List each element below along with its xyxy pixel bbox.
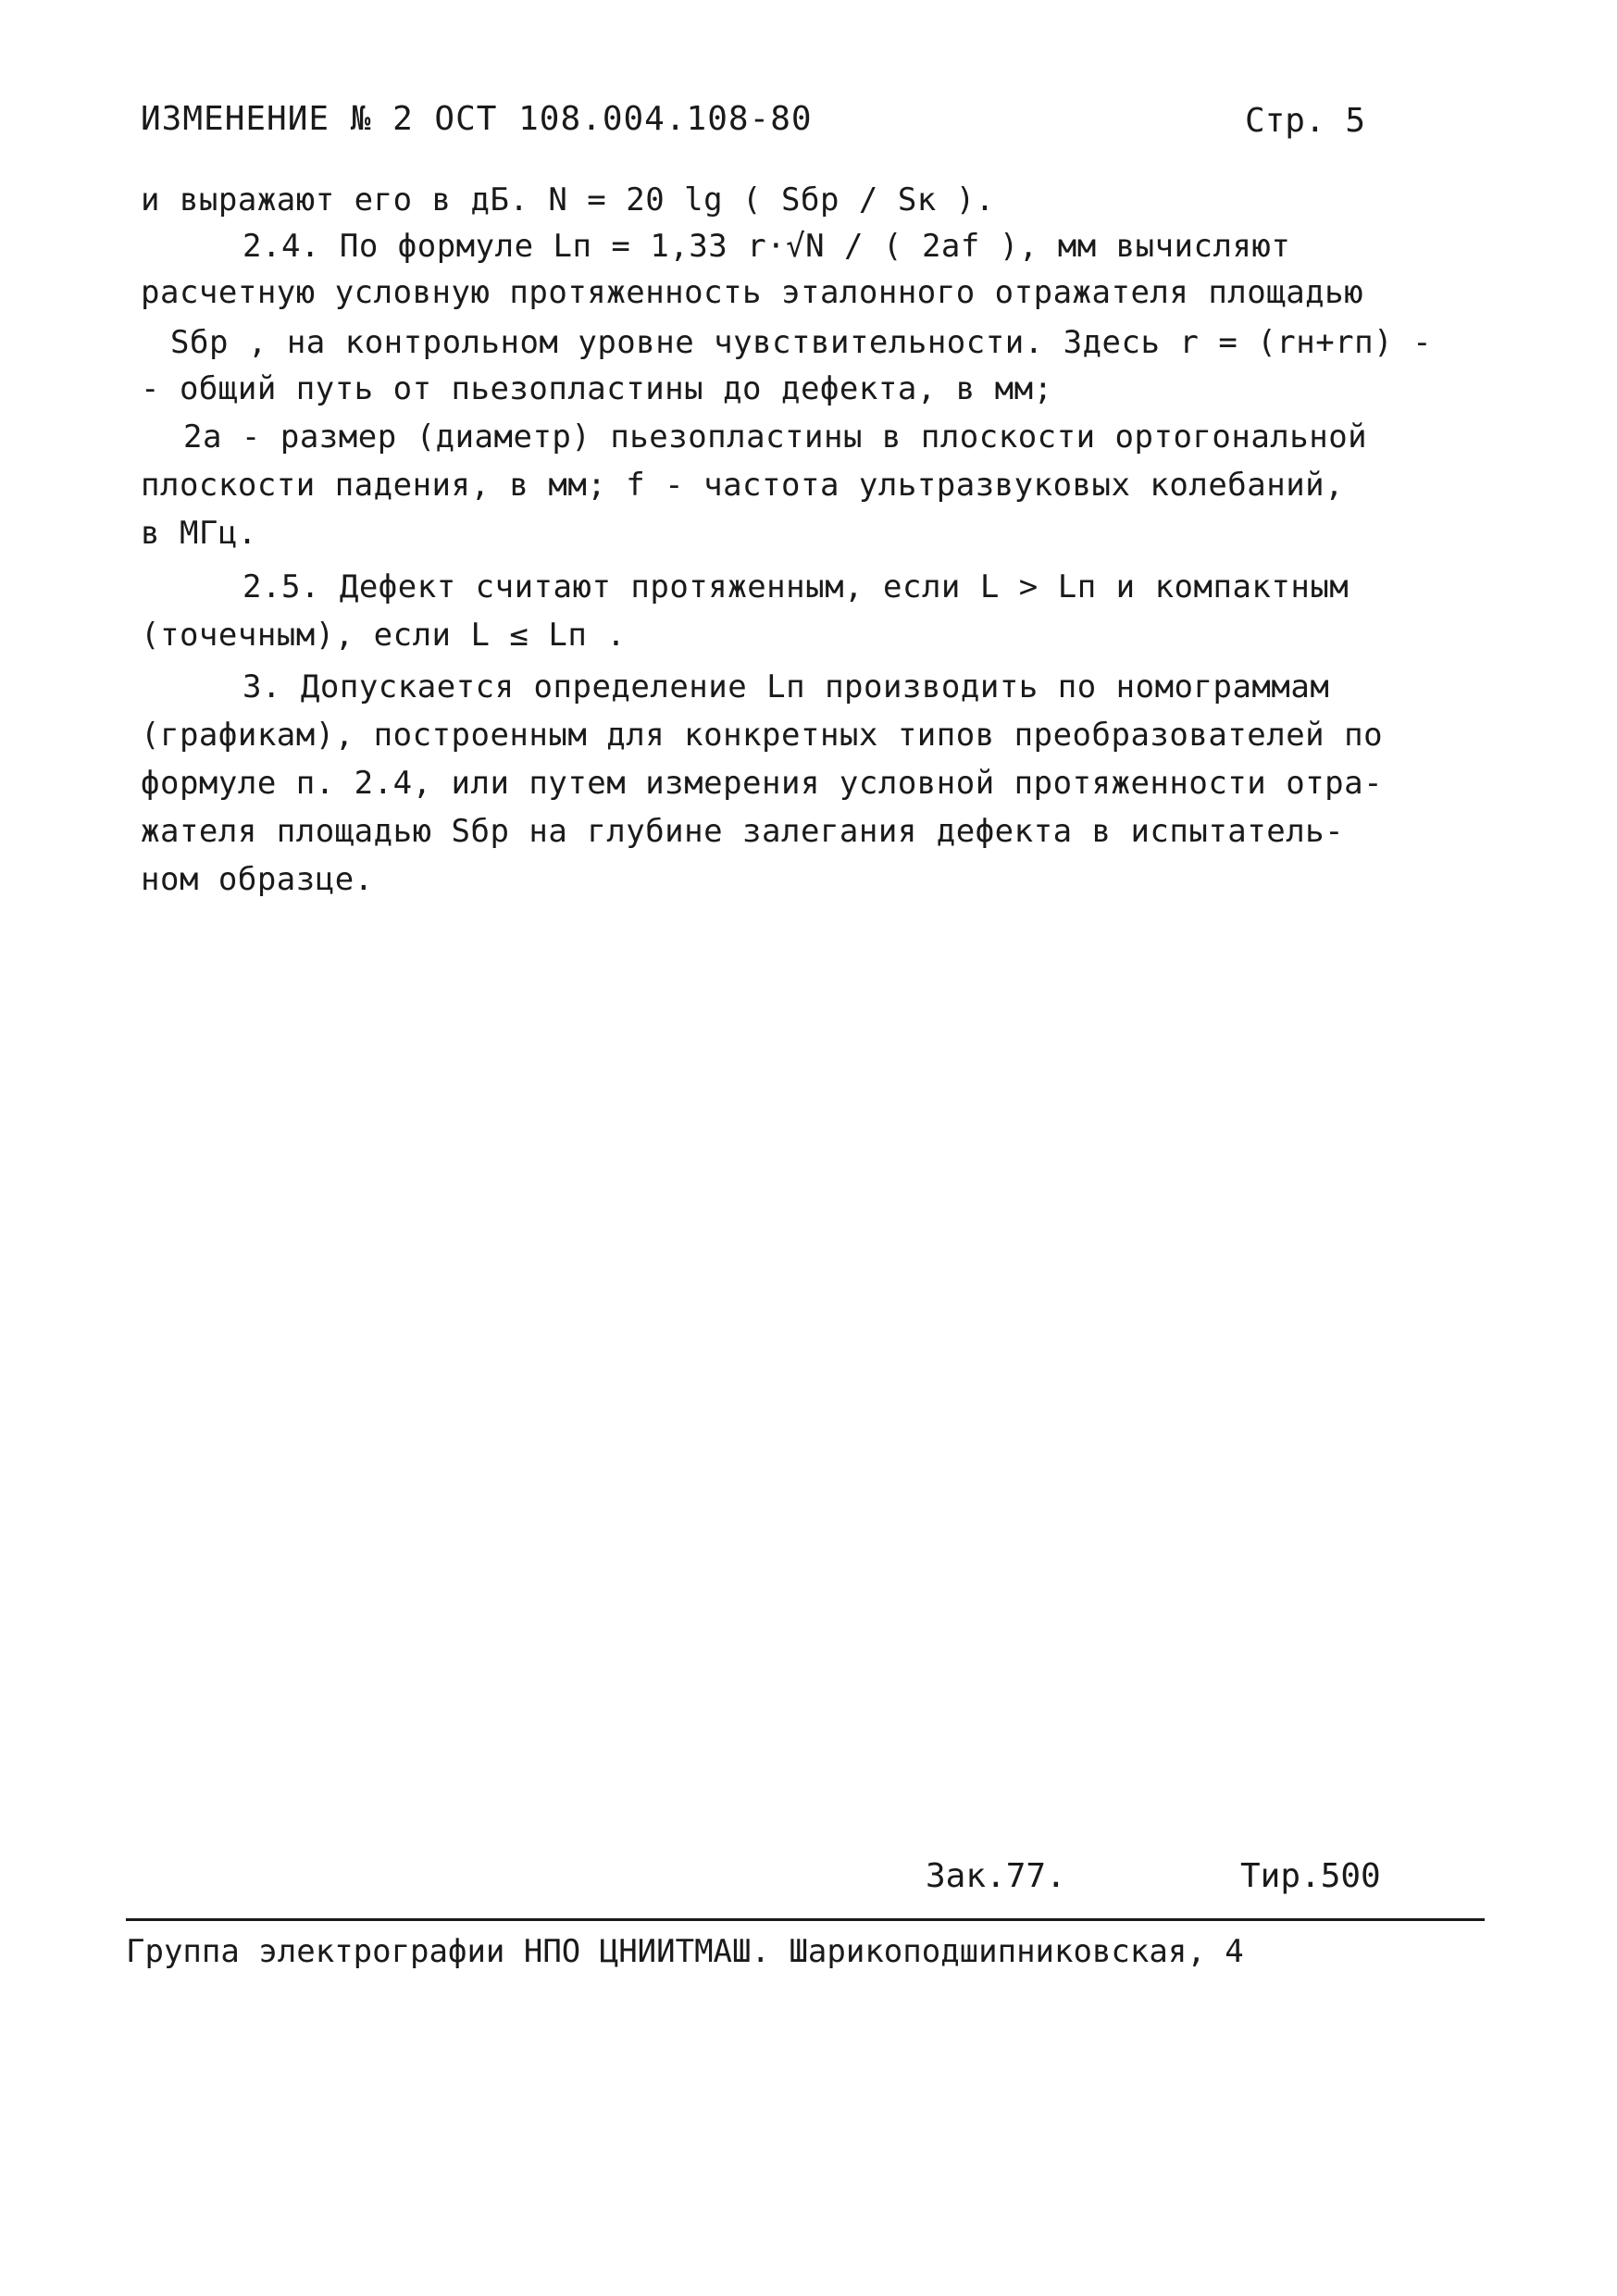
text-line-3: расчетную условную протяженность эталонного отражателя площадью — [141, 274, 1364, 311]
text-line-13: формуле п. 2.4, или путем измерения условной протяженности отра- — [141, 765, 1384, 802]
text-line-14: жателя площадью Sбр на глубине залегания дефекта в испытатель- — [141, 813, 1345, 850]
text-line-5: - общий путь от пьезопластины до дефекта, в мм; — [141, 370, 1053, 407]
text-line-15: ном образце. — [141, 861, 374, 898]
text-line-1: и выражают его в дБ. N = 20 lg ( Sбр / Sк ). — [141, 181, 995, 218]
document-header-title: ИЗМЕНЕНИЕ № 2 ОСТ 108.004.108-80 — [141, 100, 813, 138]
footer-divider — [126, 1918, 1485, 1921]
text-line-9: 2.5. Дефект считают протяженным, если L > Lп и компактным — [243, 568, 1350, 605]
text-line-12: (графикам), построенным для конкретных типов преобразователей по — [141, 717, 1384, 754]
text-line-8: в МГц. — [141, 515, 257, 552]
order-number: Зак.77. — [926, 1857, 1066, 1895]
page-number: Стр. 5 — [1244, 102, 1365, 140]
text-line-2: 2.4. По формуле Lп = 1,33 r·√N / ( 2af ), мм вычисляют — [243, 228, 1291, 265]
text-line-6: 2a - размер (диаметр) пьезопластины в плоскости ортогональной — [183, 418, 1368, 455]
text-line-11: 3. Допускается определение Lп производить по номограммам — [243, 668, 1330, 705]
footer-imprint: Группа электрографии НПО ЦНИИТМАШ. Шарикоподшипниковская, 4 — [126, 1933, 1244, 1970]
text-line-7: плоскости падения, в мм; f - частота ультразвуковых колебаний, — [141, 467, 1345, 504]
text-line-10: (точечным), если L ≤ Lп . — [141, 617, 627, 654]
text-line-4: Sбр , на контрольном уровне чувствительности. Здесь r = (rн+rп) - — [170, 324, 1433, 361]
print-run: Тир.500 — [1240, 1857, 1381, 1895]
